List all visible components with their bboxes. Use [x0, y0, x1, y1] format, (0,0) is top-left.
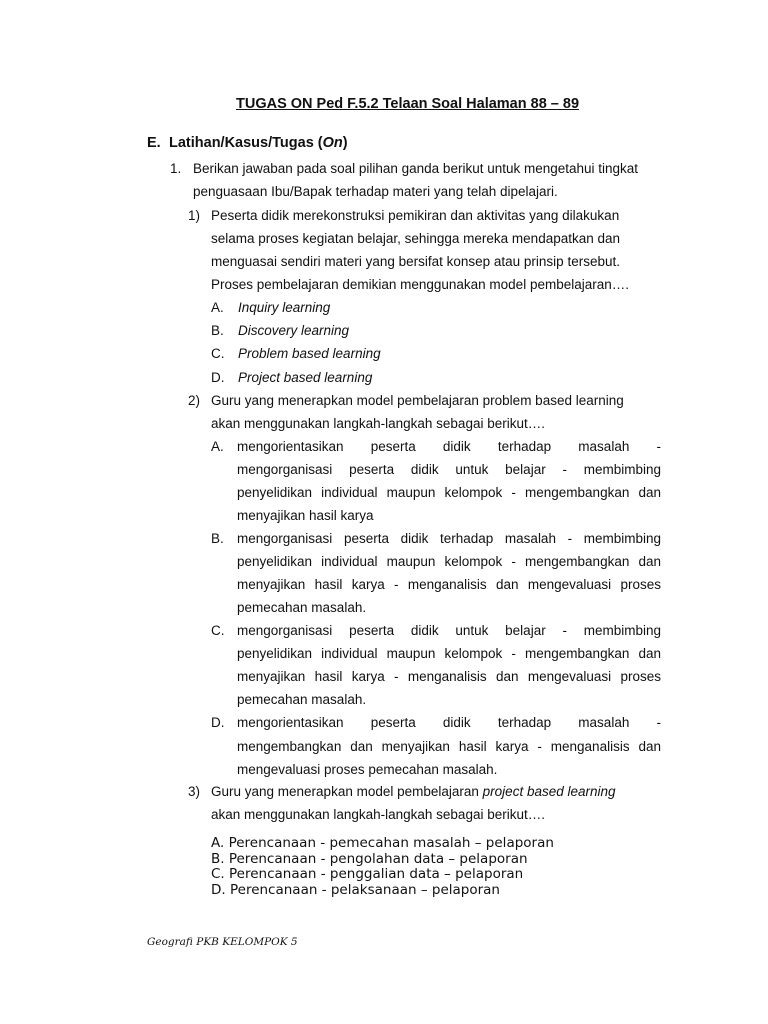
- section-label-end: ): [342, 135, 348, 151]
- q2-option-b-line-4: pemecahan masalah.: [237, 600, 367, 615]
- q1-option-b-text: Discovery learning: [238, 323, 350, 338]
- q2-option-a-line-2: mengorganisasi peserta didik untuk belajar - membimbing: [237, 462, 661, 477]
- q2-option-a-letter: A.: [211, 439, 224, 454]
- section-heading: [147, 135, 348, 151]
- page-title: TUGAS ON Ped F.5.2 Telaan Soal Halaman 88 – 89: [235, 96, 580, 112]
- q1-option-a-text: Inquiry learning: [238, 300, 331, 315]
- q2-option-b-line-1: mengorganisasi peserta didik terhadap masalah - membimbing: [237, 531, 661, 546]
- intro-number: 1.: [170, 161, 182, 176]
- page-footer: Geografi PKB KELOMPOK 5: [147, 936, 298, 948]
- intro-line-1: Berikan jawaban pada soal pilihan ganda berikut untuk mengetahui tingkat: [193, 161, 639, 176]
- q1-option-c-letter: C.: [211, 346, 225, 361]
- q2-option-c-letter: C.: [211, 623, 225, 638]
- q1-line-2: selama proses kegiatan belajar, sehingga mereka mendapatkan dan: [211, 231, 621, 246]
- q3-line-1-italic: project based learning: [482, 784, 616, 799]
- q1-option-c-text: Problem based learning: [238, 346, 381, 361]
- intro-line-2: penguasaan Ibu/Bapak terhadap materi yang telah dipelajari.: [193, 184, 558, 199]
- q2-option-b-line-3: menyajikan hasil karya - menganalisis dan mengevaluasi proses: [237, 577, 661, 592]
- q2-option-a-line-4: menyajikan hasil karya: [237, 508, 374, 523]
- q2-option-a-line-1: mengorientasikan peserta didik terhadap masalah -: [237, 439, 661, 454]
- q2-option-d-line-2: mengembangkan dan menyajikan hasil karya - menganalisis dan: [237, 739, 661, 754]
- q2-option-d-letter: D.: [211, 715, 225, 730]
- q3-line-1: [211, 783, 616, 801]
- section-letter: E.: [147, 135, 161, 151]
- q1-line-4: Proses pembelajaran demikian menggunakan model pembelajaran….: [211, 277, 629, 292]
- q3-option-a: A. Perencanaan - pemecahan masalah – pelaporan: [211, 835, 554, 851]
- q2-option-c-line-1: mengorganisasi peserta didik untuk belajar - membimbing: [237, 623, 661, 638]
- q1-option-d-letter: D.: [211, 370, 225, 385]
- q1-option-a-letter: A.: [211, 300, 224, 315]
- q2-option-b-line-2: penyelidikan individual maupun kelompok - mengembangkan dan: [237, 554, 661, 569]
- q2-line-2: akan menggunakan langkah-langkah sebagai berikut….: [211, 416, 545, 431]
- q3-line-1-text: Guru yang menerapkan model pembelajaran: [211, 784, 483, 799]
- q1-line-3: menguasai sendiri materi yang bersifat konsep atau prinsip tersebut.: [211, 254, 620, 269]
- q1-number: 1): [188, 208, 201, 223]
- q2-number: 2): [188, 393, 201, 408]
- q2-option-b-letter: B.: [211, 531, 224, 546]
- section-label: Latihan/Kasus/Tugas (: [169, 135, 323, 151]
- q2-line-1: Guru yang menerapkan model pembelajaran problem based learning: [211, 393, 624, 408]
- q2-option-d-line-1: mengorientasikan peserta didik terhadap masalah -: [237, 715, 661, 730]
- q1-option-b-letter: B.: [211, 323, 224, 338]
- q2-option-a-line-3: penyelidikan individual maupun kelompok - mengembangkan dan: [237, 485, 661, 500]
- q1-line-1: Peserta didik merekonstruksi pemikiran dan aktivitas yang dilakukan: [211, 208, 620, 223]
- q3-option-c: C. Perencanaan - penggalian data – pelaporan: [211, 866, 524, 882]
- q3-option-d: D. Perencanaan - pelaksanaan – pelaporan: [211, 881, 500, 898]
- q3-number: 3): [188, 784, 201, 799]
- q3-options: [211, 836, 554, 898]
- q2-option-d-line-3: mengevaluasi proses pemecahan masalah.: [237, 762, 498, 777]
- q2-option-c-line-4: pemecahan masalah.: [237, 692, 367, 707]
- q3-option-b: B. Perencanaan - pengolahan data – pelaporan: [211, 850, 528, 867]
- q3-line-2: akan menggunakan langkah-langkah sebagai berikut….: [211, 807, 545, 822]
- section-label-italic: On: [322, 135, 343, 151]
- q1-option-d-text: Project based learning: [238, 370, 373, 385]
- q2-option-c-line-3: menyajikan hasil karya - menganalisis dan mengevaluasi proses: [237, 669, 661, 684]
- q2-option-c-line-2: penyelidikan individual maupun kelompok - mengembangkan dan: [237, 646, 661, 661]
